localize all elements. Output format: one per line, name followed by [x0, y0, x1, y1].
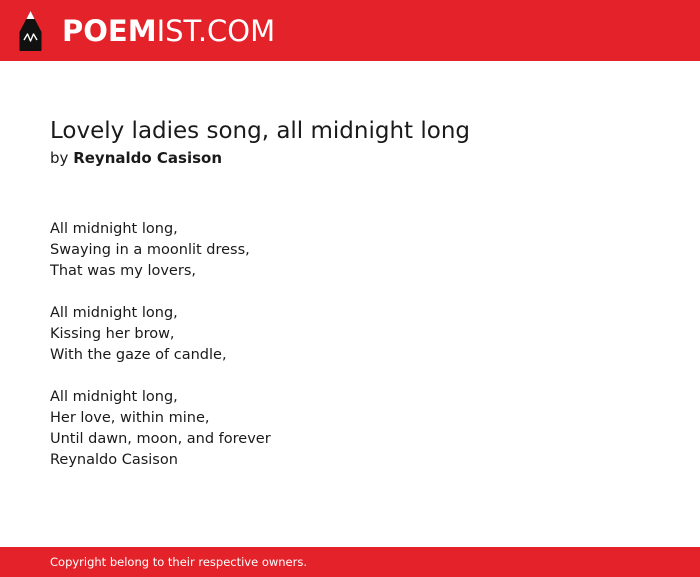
byline — [50, 148, 650, 168]
poem-line: All midnight long, — [50, 221, 178, 237]
stanza — [50, 387, 650, 471]
poem-line: Kissing her brow, — [50, 326, 175, 342]
poem-header — [50, 113, 650, 168]
poem-line: That was my lovers, — [50, 263, 196, 279]
stanza — [50, 303, 650, 366]
logo-text-strong: POEM — [62, 14, 157, 48]
poem-line: Reynaldo Casison — [50, 452, 178, 468]
site-header — [0, 0, 700, 61]
site-logo-text — [62, 9, 275, 53]
poem-line: All midnight long, — [50, 305, 178, 321]
author-name: Reynaldo Casison — [73, 149, 223, 167]
site-footer — [0, 547, 700, 577]
stanza — [50, 219, 650, 282]
poem-line: Until dawn, moon, and forever — [50, 431, 271, 447]
copyright-text: Copyright belong to their respective owners. — [50, 555, 308, 569]
poem-title: Lovely ladies song, all midnight long — [50, 118, 471, 144]
pencil-icon — [18, 10, 43, 52]
logo-text-light: IST.COM — [156, 14, 276, 48]
by-label: by — [50, 149, 69, 167]
poem-line: All midnight long, — [50, 389, 178, 405]
poem-line: Her love, within mine, — [50, 410, 210, 426]
poem-line: With the gaze of candle, — [50, 347, 227, 363]
poem-body — [50, 219, 650, 492]
poem-line: Swaying in a moonlit dress, — [50, 242, 250, 258]
site-logo-link[interactable] — [18, 9, 275, 53]
